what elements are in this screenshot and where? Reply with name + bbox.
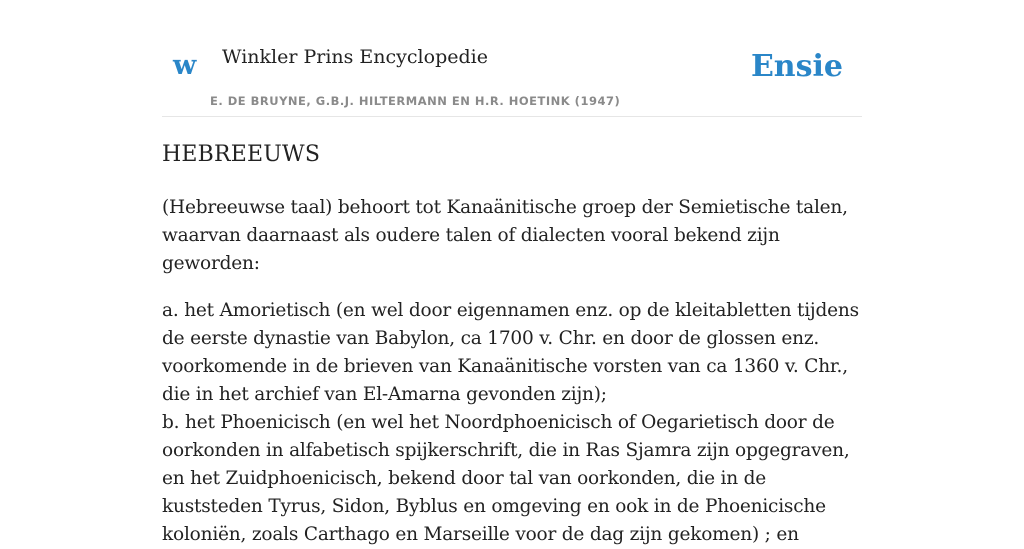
source-authors: E. DE BRUYNE, G.B.J. HILTERMANN EN H.R. HOETINK (1947) <box>210 94 621 108</box>
ensie-logo-link[interactable]: Ensie <box>750 49 843 84</box>
article-paragraph: (Hebreeuwse taal) behoort tot Kanaänitische groep der Semietische talen, waarvan daarnaast als oudere talen of dialecten vooral bekend zijn geworden: <box>162 197 848 274</box>
article-paragraph: b. het Phoenicisch (en wel het Noordphoenicisch of Oegarietisch door de oorkonden in alfabetisch spijkerschrift, die in Ras Sjamra zijn opgegraven, en het Zuidphoenicisch, bekend door tal van oorkonden, die in de kuststeden Tyrus, Sidon, Byblus en omgeving en ook in de Phoenicische koloniën, zoals Carthago en Marseille voor de dag zijn gekomen) ; en <box>162 412 850 545</box>
article-headword: HEBREEUWS <box>162 142 321 167</box>
article-paragraph: a. het Amorietisch (en wel door eigennamen enz. op de kleitabletten tijdens de eerste dynastie van Babylon, ca 1700 v. Chr. en door de glossen enz. voorkomende in de brieven van Kanaänitische vorsten van ca 1360 v. Chr., die in het archief van El-Amarna gevonden zijn); <box>162 300 859 405</box>
article <box>162 138 862 549</box>
winkler-prins-logo[interactable]: w <box>173 50 197 81</box>
site-header <box>162 0 862 117</box>
source-title[interactable]: Winkler Prins Encyclopedie <box>222 46 488 68</box>
